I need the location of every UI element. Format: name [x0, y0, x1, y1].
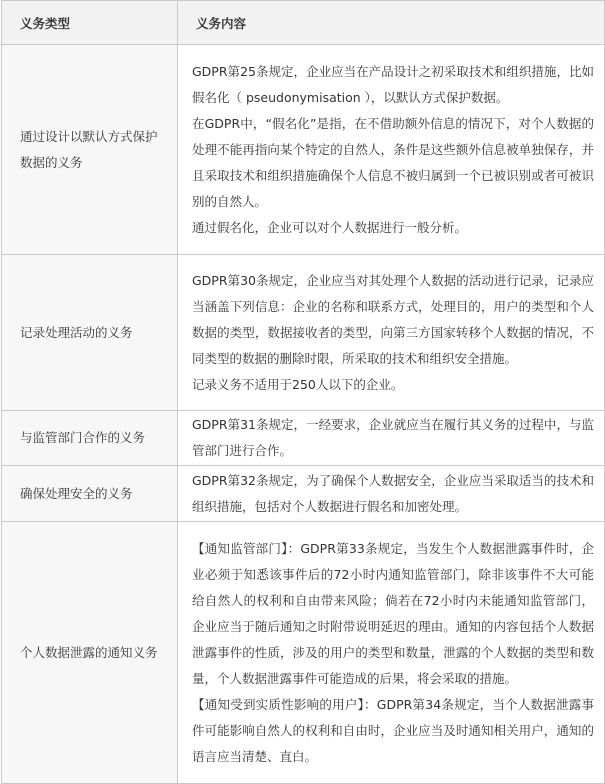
obligation-type-cell: 通过设计以默认方式保护数据的义务: [2, 45, 178, 255]
table-row: [2, 522, 605, 784]
obligations-table: [1, 0, 605, 784]
table-row: [2, 255, 605, 411]
obligation-type-cell: 与监管部门合作的义务: [2, 411, 178, 466]
content-paragraph: 通过假名化，企业可以对个人数据进行一般分析。: [192, 219, 468, 235]
obligation-type-cell: 确保处理安全的义务: [2, 466, 178, 522]
table-header-row: [2, 1, 605, 45]
content-paragraph: 【通知监管部门】：GDPR第33条规定，当发生个人数据泄露事件时，企业必须于知悉该事件后的72小时内通知监管部门，除非该事件不大可能给自然人的权利和自由带来风险；倘若在72小时内未能通知监管部门，企业应当于随后通知之时附带说明延迟的理由。通知的内容包括个人数据泄露事件的性质，涉及的用户的类型和数量，泄露的个人数据的类型和数量，个人数据泄露事件可能造成的后果，将会采取的措施。: [192, 540, 594, 686]
table-row: [2, 466, 605, 522]
obligation-content-cell: [178, 45, 605, 255]
header-obligation-type: 义务类型: [2, 1, 178, 45]
header-obligation-content: 义务内容: [178, 1, 605, 45]
obligation-content-cell: [178, 255, 605, 411]
content-paragraph: GDPR第30条规定，企业应当对其处理个人数据的活动进行记录，记录应当涵盖下列信息：企业的名称和联系方式，处理目的，用户的类型和个人数据的类型，数据接收者的类型，向第三方国家转移个人数据的情况，不同类型的数据的删除时限，所采取的技术和组织安全措施。: [192, 272, 594, 366]
table-row: [2, 45, 605, 255]
obligation-type-cell: 记录处理活动的义务: [2, 255, 178, 411]
obligation-content-cell: [178, 522, 605, 784]
obligation-content-cell: [178, 466, 605, 522]
obligation-type-cell: 个人数据泄露的通知义务: [2, 522, 178, 784]
content-paragraph: GDPR第32条规定，为了确保个人数据安全，企业应当采取适当的技术和组织措施，包括对个人数据进行假名和加密处理。: [192, 472, 594, 514]
table-row: [2, 411, 605, 466]
content-paragraph: 在GDPR中，“假名化”是指，在不借助额外信息的情况下，对个人数据的处理不能再指向某个特定的自然人，条件是这些额外信息被单独保存，并且采取技术和组织措施确保个人信息不被归属到一个已被识别或者可被识别的自然人。: [192, 115, 594, 209]
content-paragraph: GDPR第31条规定，一经要求，企业就应当在履行其义务的过程中，与监管部门进行合作。: [192, 417, 594, 458]
content-paragraph: 记录义务不适用于250人以下的企业。: [192, 376, 404, 392]
obligation-content-cell: [178, 411, 605, 466]
content-paragraph: 【通知受到实质性影响的用户】：GDPR第34条规定，当个人数据泄露事件可能影响自然人的权利和自由时，企业应当及时通知相关用户，通知的语言应当清楚、直白。: [192, 696, 594, 764]
content-paragraph: GDPR第25条规定，企业应当在产品设计之初采取技术和组织措施，比如假名化（ pseudonymisation ），以默认方式保护数据。: [192, 63, 594, 105]
